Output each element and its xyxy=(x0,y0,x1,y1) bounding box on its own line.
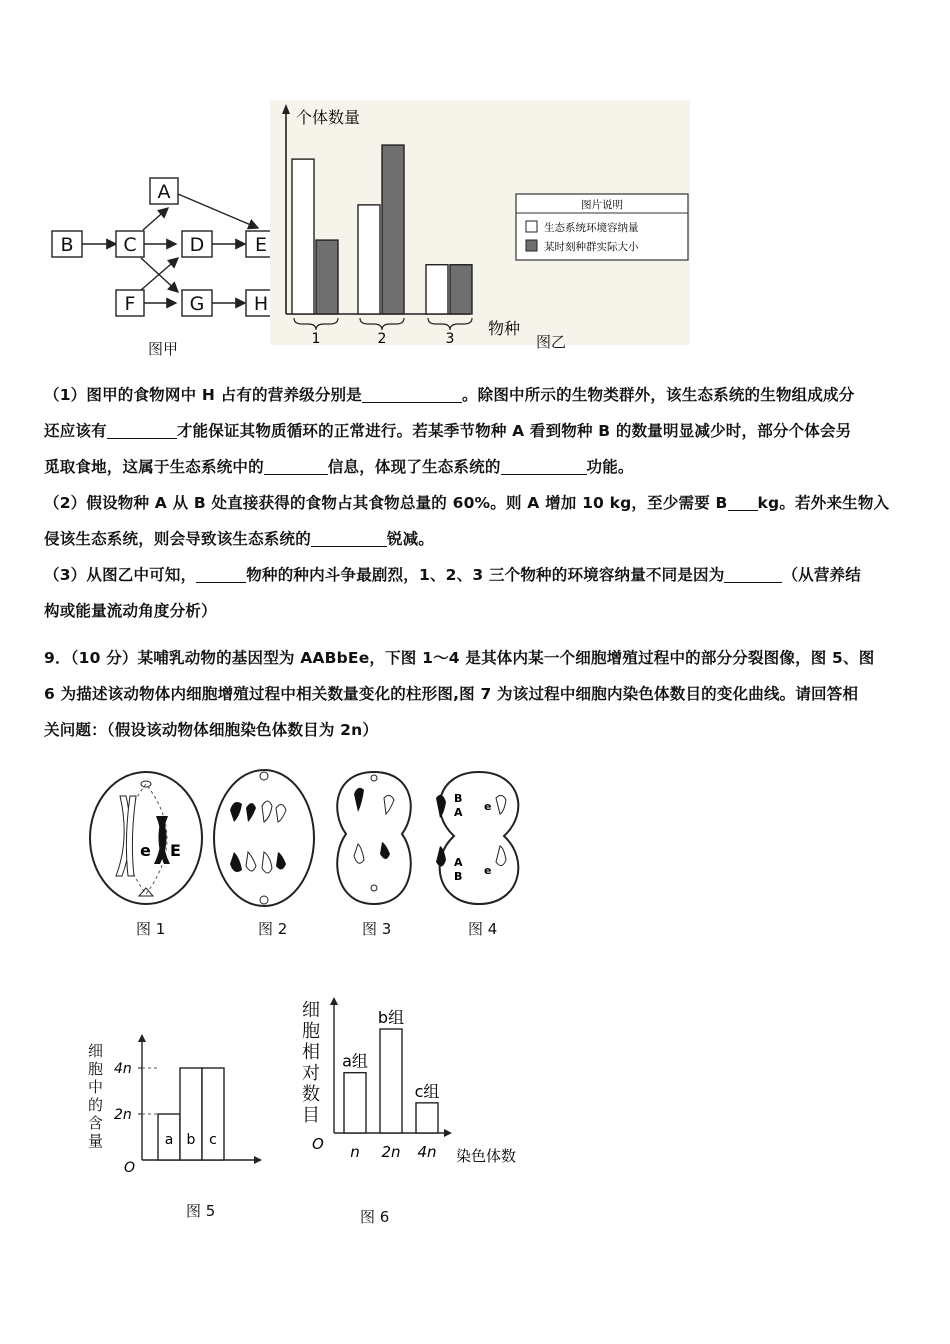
fig5-bar-label-a: a xyxy=(164,1132,174,1148)
q8-line-3: 觅取食地，这属于生态系统中的 信息，体现了生态系统的 功能。 xyxy=(44,458,634,476)
q9-line-3: 关问题：（假设该动物体细胞染色体数目为 2n） xyxy=(44,721,379,739)
node-G: G xyxy=(189,293,205,315)
blank-3[interactable] xyxy=(264,458,328,475)
cell-fig-1 xyxy=(90,772,202,904)
bar-actual-species-2 xyxy=(382,145,404,314)
cell-fig-2-caption: 图 2 xyxy=(258,920,288,938)
bar-actual-species-3 xyxy=(450,265,472,314)
fig6-y-arrow xyxy=(330,997,338,1005)
question-8 xyxy=(44,377,900,629)
fig6-caption: 图 6 xyxy=(360,1208,390,1226)
node-E: E xyxy=(254,234,268,256)
bar-capacity-species-3 xyxy=(426,265,448,314)
q8-line-6: （3）从图乙中可知， 物种的种内斗争最剧烈，1、2、3 三个物种的环境容纳量不同是因为 （从营养结 xyxy=(44,566,861,584)
cell-fig-3-caption: 图 3 xyxy=(362,920,392,938)
node-H: H xyxy=(253,293,269,315)
blank-4[interactable] xyxy=(501,458,587,475)
legend-label-actual: 某时刻种群实际大小 xyxy=(544,241,639,253)
gene-A-bottom: A xyxy=(454,856,463,869)
bar-capacity-species-1 xyxy=(292,159,314,314)
fig5-origin: O xyxy=(124,1160,136,1176)
legend-label-capacity: 生态系统环境容纳量 xyxy=(544,222,639,234)
fig5-bar-label-c: c xyxy=(209,1132,217,1148)
cell-fig-2 xyxy=(214,770,314,906)
chart-legend xyxy=(516,194,688,260)
fig5-ytick-2n: 2n xyxy=(114,1107,132,1123)
bar-capacity-species-2 xyxy=(358,205,380,314)
node-D: D xyxy=(189,234,205,256)
cell-fig-3 xyxy=(337,772,411,904)
figure-yi-chart xyxy=(270,100,690,350)
gene-B-bottom: B xyxy=(454,870,463,883)
fig6-group-label-4n: c组 xyxy=(414,1081,440,1101)
fig6-xtick-4n: 4n xyxy=(417,1143,437,1161)
blank-5[interactable] xyxy=(728,494,758,511)
node-A: A xyxy=(157,181,171,203)
tick-species-1: 1 xyxy=(311,331,321,347)
tick-species-3: 3 xyxy=(445,331,455,347)
fig6-bar-n xyxy=(344,1073,366,1133)
gene-E-1: E xyxy=(170,841,181,860)
legend-swatch-capacity xyxy=(526,221,537,232)
fig5-ytick-4n: 4n xyxy=(114,1061,132,1077)
fig5-chart xyxy=(110,1030,270,1180)
fig5-x-arrow xyxy=(254,1156,262,1164)
blank-7[interactable] xyxy=(196,566,246,583)
y-axis-label: 个体数量 xyxy=(296,108,361,127)
fig6-bar-2n xyxy=(380,1029,402,1133)
fig6-ylabel: 细胞相对数目 xyxy=(302,1000,320,1126)
q8-line-5: 侵该生态系统，则会导致该生态系统的 锐减。 xyxy=(44,530,435,548)
cell-fig-4 xyxy=(436,772,518,904)
q8-line-2: 还应该有 才能保证其物质循环的正常进行。若某季节物种 A 看到物种 B 的数量明显减少时，部分个体会另 xyxy=(44,422,852,440)
fig6-chart xyxy=(310,995,530,1175)
gene-e-bottom: e xyxy=(484,864,492,877)
gene-e-top: e xyxy=(484,800,492,813)
fig5-bar-label-b: b xyxy=(186,1132,196,1148)
q9-line-1: 9．（10 分）某哺乳动物的基因型为 AABbEe，下图 1～4 是其体内某一个细胞增殖过程中的部分分裂图像，图 5、图 xyxy=(44,649,875,667)
q8-line-4: （2）假设物种 A 从 B 处直接获得的食物占其食物总量的 60%。则 A 增加 10 kg，至少需要 B kg。若外来生物入 xyxy=(44,494,890,512)
node-B: B xyxy=(60,234,74,256)
tick-species-2: 2 xyxy=(377,331,387,347)
legend-swatch-actual xyxy=(526,240,537,251)
node-C: C xyxy=(123,234,137,256)
fig6-xlabel: 染色体数 xyxy=(456,1147,517,1165)
legend-title: 图片说明 xyxy=(581,199,623,211)
fig5-y-arrow xyxy=(138,1034,146,1042)
fig6-x-arrow xyxy=(444,1129,452,1137)
fig6-group-label-2n: b组 xyxy=(377,1008,405,1027)
food-web-diagram xyxy=(40,170,290,330)
cell-division-figures xyxy=(84,764,534,914)
figure-jia-caption: 图甲 xyxy=(148,340,179,358)
cell-fig-1-caption: 图 1 xyxy=(136,920,166,938)
q9-line-2: 6 为描述该动物体内细胞增殖过程中相关数量变化的柱形图,图 7 为该过程中细胞内染色体数目的变化曲线。请回答相 xyxy=(44,685,859,703)
q8-line-7: 构或能量流动角度分析） xyxy=(44,602,217,620)
x-axis-label: 物种 xyxy=(488,319,521,338)
bar-actual-species-1 xyxy=(316,240,338,314)
fig5-caption: 图 5 xyxy=(186,1202,216,1220)
fig6-group-label-n: a组 xyxy=(342,1051,368,1071)
blank-6[interactable] xyxy=(311,530,387,547)
blank-1[interactable] xyxy=(362,386,462,403)
question-9 xyxy=(44,640,900,748)
gene-B-top: B xyxy=(454,792,463,805)
fig6-bar-4n xyxy=(416,1103,438,1133)
gene-A-top: A xyxy=(454,806,463,819)
fig6-xtick-2n: 2n xyxy=(381,1143,401,1161)
blank-8[interactable] xyxy=(724,566,782,583)
fig6-origin: O xyxy=(312,1135,324,1153)
food-web-arrows xyxy=(82,194,258,303)
node-F: F xyxy=(124,293,136,315)
q8-line-1: （1）图甲的食物网中 H 占有的营养级分别是 。除图中所示的生物类群外，该生态系统的生物组成成分 xyxy=(44,386,855,404)
blank-2[interactable] xyxy=(107,422,177,439)
cell-fig-4-caption: 图 4 xyxy=(468,920,498,938)
gene-e-1: e xyxy=(140,841,151,860)
fig5-ylabel: 细胞中的含量 xyxy=(88,1042,104,1150)
fig6-xtick-n: n xyxy=(350,1143,360,1161)
figure-yi-caption: 图乙 xyxy=(536,333,567,351)
